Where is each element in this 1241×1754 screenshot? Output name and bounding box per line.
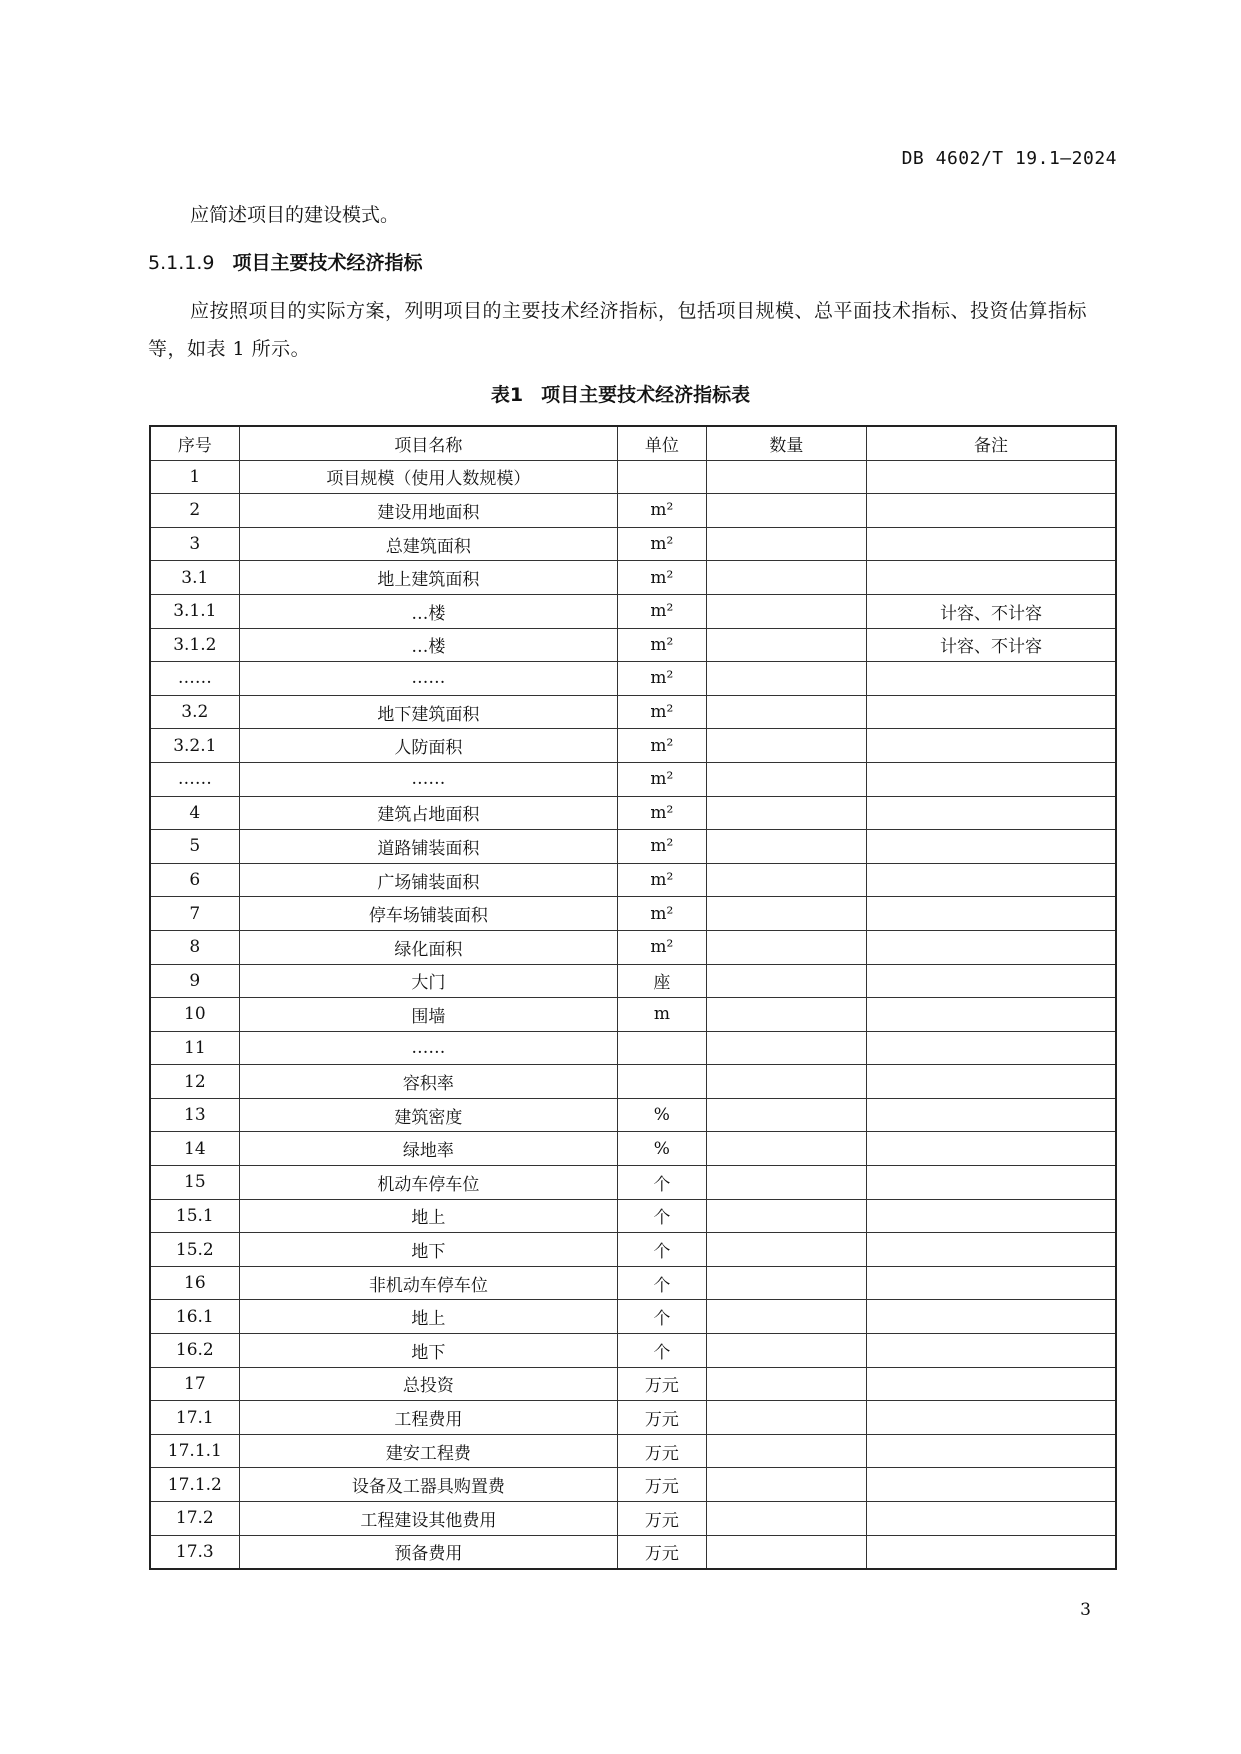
cell-index: …… — [150, 762, 239, 796]
cell-item-name: 预备费用 — [239, 1535, 618, 1569]
cell-index: 13 — [150, 1098, 239, 1132]
cell-item-name: 工程费用 — [239, 1401, 618, 1435]
cell-index: …… — [150, 662, 239, 696]
cell-remarks — [867, 1166, 1116, 1200]
cell-unit: m² — [618, 494, 706, 528]
cell-index: 17.1.2 — [150, 1468, 239, 1502]
table-row — [150, 1199, 1116, 1233]
table-row — [150, 863, 1116, 897]
cell-quantity — [706, 561, 867, 595]
cell-quantity — [706, 662, 867, 696]
table-row — [150, 1233, 1116, 1267]
cell-remarks — [867, 964, 1116, 998]
table-row — [150, 1535, 1116, 1569]
cell-remarks — [867, 1065, 1116, 1099]
cell-quantity — [706, 1300, 867, 1334]
document-code: DB 4602/T 19.1—2024 — [901, 148, 1117, 169]
table-row — [150, 1065, 1116, 1099]
cell-quantity — [706, 494, 867, 528]
table-row — [150, 998, 1116, 1032]
cell-item-name: 人防面积 — [239, 729, 618, 763]
indicators-table — [149, 425, 1117, 1570]
cell-item-name: 容积率 — [239, 1065, 618, 1099]
cell-remarks — [867, 1199, 1116, 1233]
cell-quantity — [706, 1367, 867, 1401]
cell-index: 4 — [150, 796, 239, 830]
cell-quantity — [706, 1098, 867, 1132]
table-row — [150, 1434, 1116, 1468]
cell-index: 17.3 — [150, 1535, 239, 1569]
cell-quantity — [706, 1233, 867, 1267]
cell-index: 3.1.2 — [150, 628, 239, 662]
cell-remarks — [867, 830, 1116, 864]
cell-item-name: 广场铺装面积 — [239, 863, 618, 897]
table-caption-number: 表1 — [490, 384, 524, 406]
cell-index: 3.2 — [150, 695, 239, 729]
cell-index: 3.2.1 — [150, 729, 239, 763]
cell-unit: % — [618, 1132, 706, 1166]
cell-unit: m² — [618, 830, 706, 864]
cell-item-name: 建筑密度 — [239, 1098, 618, 1132]
cell-unit — [618, 1065, 706, 1099]
table-row — [150, 628, 1116, 662]
cell-item-name: 绿化面积 — [239, 930, 618, 964]
cell-quantity — [706, 460, 867, 494]
cell-index: 17.1.1 — [150, 1434, 239, 1468]
cell-remarks — [867, 1334, 1116, 1368]
cell-index: 16.2 — [150, 1334, 239, 1368]
cell-remarks — [867, 1300, 1116, 1334]
cell-quantity — [706, 1535, 867, 1569]
cell-quantity — [706, 1199, 867, 1233]
cell-item-name: …… — [239, 762, 618, 796]
header-cell-item-name: 项目名称 — [239, 426, 618, 460]
cell-unit — [618, 1031, 706, 1065]
cell-quantity — [706, 1334, 867, 1368]
cell-item-name: 非机动车停车位 — [239, 1266, 618, 1300]
cell-index: 5 — [150, 830, 239, 864]
table-row — [150, 1166, 1116, 1200]
cell-item-name: 大门 — [239, 964, 618, 998]
cell-quantity — [706, 830, 867, 864]
cell-item-name: 项目规模（使用人数规模） — [239, 460, 618, 494]
table-row — [150, 1401, 1116, 1435]
cell-quantity — [706, 964, 867, 998]
cell-item-name: 地下建筑面积 — [239, 695, 618, 729]
table-row — [150, 930, 1116, 964]
intro-paragraph: 应简述项目的建设模式。 — [190, 204, 400, 226]
cell-index: 12 — [150, 1065, 239, 1099]
cell-remarks — [867, 1468, 1116, 1502]
cell-item-name: 围墙 — [239, 998, 618, 1032]
table-row — [150, 1468, 1116, 1502]
cell-remarks — [867, 695, 1116, 729]
table-row — [150, 1132, 1116, 1166]
cell-unit: 万元 — [618, 1468, 706, 1502]
section-title: 项目主要技术经济指标 — [232, 252, 423, 274]
cell-quantity — [706, 628, 867, 662]
cell-item-name: …… — [239, 1031, 618, 1065]
cell-remarks — [867, 1266, 1116, 1300]
cell-item-name: 停车场铺装面积 — [239, 897, 618, 931]
section-heading — [148, 248, 423, 275]
cell-item-name: 地上 — [239, 1199, 618, 1233]
cell-index: 2 — [150, 494, 239, 528]
header-cell-unit: 单位 — [618, 426, 706, 460]
cell-unit: 个 — [618, 1266, 706, 1300]
cell-item-name: …… — [239, 662, 618, 696]
cell-quantity — [706, 796, 867, 830]
cell-quantity — [706, 1434, 867, 1468]
cell-unit: % — [618, 1098, 706, 1132]
cell-unit: m² — [618, 796, 706, 830]
cell-quantity — [706, 1031, 867, 1065]
table-row — [150, 1334, 1116, 1368]
cell-quantity — [706, 1266, 867, 1300]
cell-quantity — [706, 897, 867, 931]
cell-index: 17.2 — [150, 1502, 239, 1536]
cell-index: 15.2 — [150, 1233, 239, 1267]
cell-quantity — [706, 729, 867, 763]
cell-index: 15 — [150, 1166, 239, 1200]
cell-item-name: 地下 — [239, 1233, 618, 1267]
cell-item-name: …楼 — [239, 594, 618, 628]
cell-index: 15.1 — [150, 1199, 239, 1233]
table-row — [150, 1367, 1116, 1401]
table-caption — [0, 380, 1241, 407]
body-paragraph: 应按照项目的实际方案，列明项目的主要技术经济指标，包括项目规模、总平面技术指标、投资估算指标等，如表 1 所示。 — [148, 300, 1088, 360]
table-row — [150, 662, 1116, 696]
cell-remarks — [867, 1502, 1116, 1536]
cell-item-name: 地上 — [239, 1300, 618, 1334]
cell-unit: m² — [618, 527, 706, 561]
table-row — [150, 561, 1116, 595]
cell-unit: 个 — [618, 1233, 706, 1267]
table-row — [150, 494, 1116, 528]
cell-remarks — [867, 1233, 1116, 1267]
cell-unit: m² — [618, 930, 706, 964]
cell-remarks — [867, 1535, 1116, 1569]
cell-index: 3.1 — [150, 561, 239, 595]
cell-unit: m — [618, 998, 706, 1032]
cell-remarks — [867, 897, 1116, 931]
table-row — [150, 1266, 1116, 1300]
cell-unit: 个 — [618, 1300, 706, 1334]
cell-index: 6 — [150, 863, 239, 897]
cell-unit: m² — [618, 762, 706, 796]
cell-index: 10 — [150, 998, 239, 1032]
cell-index: 8 — [150, 930, 239, 964]
cell-remarks — [867, 930, 1116, 964]
cell-item-name: 绿地率 — [239, 1132, 618, 1166]
table-row — [150, 527, 1116, 561]
cell-index: 7 — [150, 897, 239, 931]
cell-index: 14 — [150, 1132, 239, 1166]
cell-item-name: 总建筑面积 — [239, 527, 618, 561]
cell-item-name: 地下 — [239, 1334, 618, 1368]
cell-quantity — [706, 1502, 867, 1536]
table-row — [150, 830, 1116, 864]
cell-quantity — [706, 594, 867, 628]
cell-item-name: …楼 — [239, 628, 618, 662]
cell-quantity — [706, 695, 867, 729]
cell-quantity — [706, 762, 867, 796]
cell-quantity — [706, 1468, 867, 1502]
cell-item-name: 机动车停车位 — [239, 1166, 618, 1200]
cell-item-name: 建设用地面积 — [239, 494, 618, 528]
cell-index: 9 — [150, 964, 239, 998]
cell-unit: m² — [618, 662, 706, 696]
cell-quantity — [706, 1065, 867, 1099]
cell-unit: m² — [618, 561, 706, 595]
cell-item-name: 道路铺装面积 — [239, 830, 618, 864]
cell-quantity — [706, 930, 867, 964]
cell-unit: m² — [618, 594, 706, 628]
cell-remarks — [867, 796, 1116, 830]
table-row — [150, 460, 1116, 494]
cell-quantity — [706, 1132, 867, 1166]
cell-index: 16 — [150, 1266, 239, 1300]
cell-index: 3 — [150, 527, 239, 561]
header-cell-quantity: 数量 — [706, 426, 867, 460]
cell-unit: 万元 — [618, 1502, 706, 1536]
table-row — [150, 897, 1116, 931]
cell-unit — [618, 460, 706, 494]
cell-remarks — [867, 1031, 1116, 1065]
cell-quantity — [706, 1166, 867, 1200]
table-body — [150, 460, 1116, 1569]
table-row — [150, 796, 1116, 830]
cell-remarks — [867, 561, 1116, 595]
cell-item-name: 建安工程费 — [239, 1434, 618, 1468]
section-number: 5.1.1.9 — [148, 252, 215, 274]
cell-remarks — [867, 1434, 1116, 1468]
cell-remarks — [867, 1132, 1116, 1166]
cell-remarks — [867, 1367, 1116, 1401]
cell-item-name: 设备及工器具购置费 — [239, 1468, 618, 1502]
cell-quantity — [706, 863, 867, 897]
table-row — [150, 695, 1116, 729]
cell-item-name: 工程建设其他费用 — [239, 1502, 618, 1536]
cell-unit: 万元 — [618, 1367, 706, 1401]
cell-remarks — [867, 460, 1116, 494]
cell-index: 11 — [150, 1031, 239, 1065]
cell-unit: 个 — [618, 1199, 706, 1233]
cell-index: 16.1 — [150, 1300, 239, 1334]
table-row — [150, 1300, 1116, 1334]
cell-unit: m² — [618, 695, 706, 729]
cell-index: 17.1 — [150, 1401, 239, 1435]
cell-unit: 个 — [618, 1334, 706, 1368]
cell-unit: m² — [618, 729, 706, 763]
cell-quantity — [706, 527, 867, 561]
cell-remarks — [867, 527, 1116, 561]
cell-unit: 座 — [618, 964, 706, 998]
table-caption-title: 项目主要技术经济指标表 — [541, 384, 751, 406]
cell-item-name: 建筑占地面积 — [239, 796, 618, 830]
table-row — [150, 594, 1116, 628]
cell-remarks — [867, 863, 1116, 897]
cell-remarks — [867, 1098, 1116, 1132]
table-row — [150, 1031, 1116, 1065]
cell-remarks — [867, 662, 1116, 696]
page-number: 3 — [1080, 1600, 1091, 1620]
cell-remarks — [867, 494, 1116, 528]
cell-remarks: 计容、不计容 — [867, 628, 1116, 662]
table-header-row — [150, 426, 1116, 460]
cell-remarks — [867, 762, 1116, 796]
table-row — [150, 1098, 1116, 1132]
cell-unit: m² — [618, 628, 706, 662]
cell-unit: 万元 — [618, 1535, 706, 1569]
table-row — [150, 964, 1116, 998]
cell-unit: m² — [618, 897, 706, 931]
cell-index: 3.1.1 — [150, 594, 239, 628]
cell-unit: m² — [618, 863, 706, 897]
header-cell-remarks: 备注 — [867, 426, 1116, 460]
cell-remarks: 计容、不计容 — [867, 594, 1116, 628]
cell-index: 17 — [150, 1367, 239, 1401]
header-cell-index: 序号 — [150, 426, 239, 460]
table-row — [150, 1502, 1116, 1536]
cell-quantity — [706, 1401, 867, 1435]
cell-index: 1 — [150, 460, 239, 494]
cell-remarks — [867, 1401, 1116, 1435]
cell-unit: 万元 — [618, 1434, 706, 1468]
cell-remarks — [867, 998, 1116, 1032]
cell-quantity — [706, 998, 867, 1032]
cell-item-name: 总投资 — [239, 1367, 618, 1401]
cell-item-name: 地上建筑面积 — [239, 561, 618, 595]
table-row — [150, 762, 1116, 796]
cell-unit: 个 — [618, 1166, 706, 1200]
cell-remarks — [867, 729, 1116, 763]
table-row — [150, 729, 1116, 763]
cell-unit: 万元 — [618, 1401, 706, 1435]
